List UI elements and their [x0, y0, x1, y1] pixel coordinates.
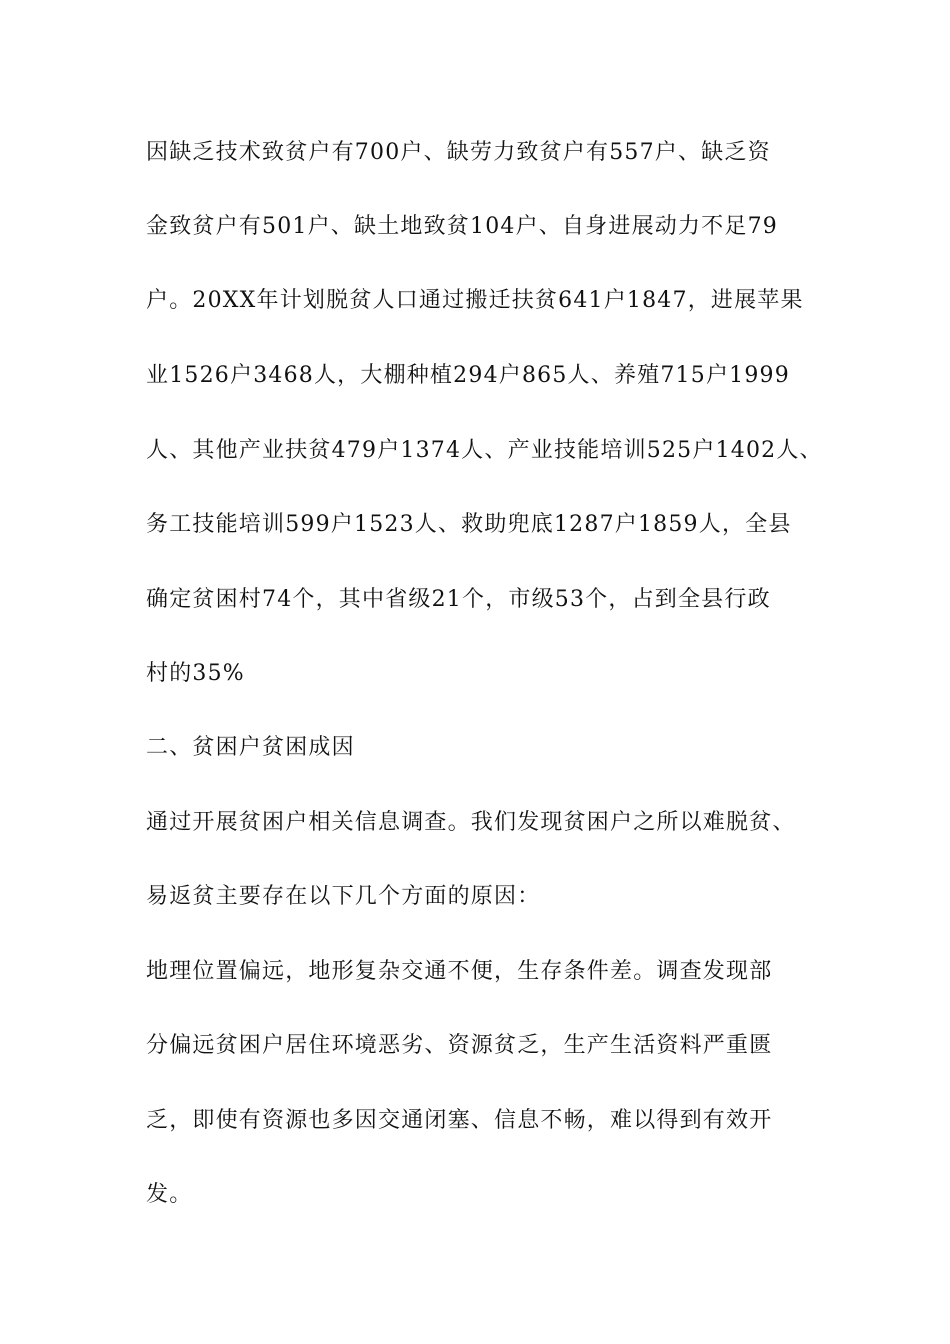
paragraph-line: 通过开展贫困户相关信息调查。我们发现贫困户之所以难脱贫、: [146, 810, 796, 835]
paragraph-line: 金致贫户有501户、缺土地致贫104户、自身进展动力不足79: [146, 214, 778, 239]
paragraph-line: 户。20XX年计划脱贫人口通过搬迁扶贫641户1847，进展苹果: [146, 288, 804, 313]
paragraph-line: 人、其他产业扶贫479户1374人、产业技能培训525户1402人、: [146, 438, 823, 463]
section-heading: 二、贫困户贫困成因: [146, 735, 355, 760]
paragraph-line: 确定贫困村74个，其中省级21个，市级53个，占到全县行政: [146, 587, 771, 612]
paragraph-line: 地理位置偏远，地形复杂交通不便，生存条件差。调查发现部: [146, 959, 773, 984]
paragraph-line: 乏，即使有资源也多因交通闭塞、信息不畅，难以得到有效开: [146, 1108, 773, 1133]
paragraph-line: 业1526户3468人，大棚种植294户865人、养殖715户1999: [146, 363, 790, 388]
paragraph-line: 务工技能培训599户1523人、救助兜底1287户1859人，全县: [146, 512, 792, 537]
paragraph-line: 发。: [146, 1182, 193, 1207]
paragraph-line: 因缺乏技术致贫户有700户、缺劳力致贫户有557户、缺乏资: [146, 140, 771, 165]
paragraph-line: 分偏远贫困户居住环境恶劣、资源贫乏，生产生活资料严重匮: [146, 1033, 773, 1058]
paragraph-line: 村的35%: [146, 661, 245, 686]
paragraph-line: 易返贫主要存在以下几个方面的原因：: [146, 884, 541, 909]
